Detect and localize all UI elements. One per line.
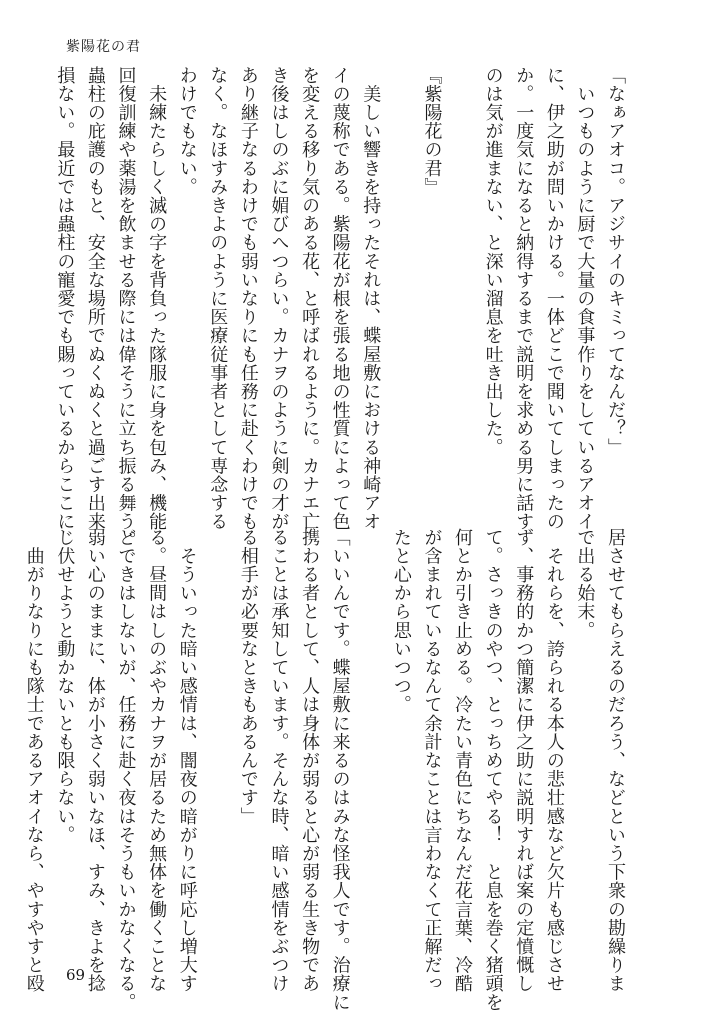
body-line: いつものように厨で大量の食事作りをしているアオイ [574, 66, 596, 531]
body-line: イの蔑称である。紫陽花が根を張る地の性質によって色 [329, 66, 351, 531]
body-line: か。一度気になると納得するまで説明を求める男に話す [513, 66, 535, 531]
dialogue-line: 携わる者として、人は身体が弱ると心が弱る生き物であ [299, 528, 321, 993]
body-line: あり継子なるわけでも弱いなりにも任務に赴くわけでも [237, 66, 259, 531]
body-line: が含まれているなんて余計なことは言わなくて正解だっ [421, 528, 443, 993]
body-line: 弱い心のままに、体が小さく弱いなほ、すみ、きよを捻 [84, 528, 106, 993]
body-line: 損ない。最近では蟲柱の寵愛でも賜っているからここに [54, 66, 76, 531]
blank-line [202, 528, 233, 966]
body-line: で出る始末。 [574, 528, 596, 640]
body-line: 美しい響きを持ったそれは、蝶屋敷における神崎アオ [360, 66, 382, 531]
body-line: じ伏せようと動かないとも限らない。 [54, 528, 76, 845]
body-line: 曲がりなりにも隊士であるアオイなら、やすやすと殴 [23, 528, 45, 993]
blank-line [385, 66, 416, 504]
blank-line [446, 66, 477, 504]
dialogue-line: 「なぁアオコ。アジサイのキミってなんだ？」 [605, 66, 626, 457]
body-line: わけでもない。 [176, 66, 198, 197]
body-line: 未練たらしく滅の字を背負った隊服に身を包み、機能 [146, 66, 168, 531]
blank-line [355, 528, 386, 966]
dialogue-line: ることは承知しています。そんな時、暗い感情をぶつけ [268, 528, 290, 993]
page-number: 69 [66, 966, 86, 984]
body-line: 回復訓練や薬湯を飲ませる際には偉そうに立ち振る舞う。 [115, 66, 137, 550]
body-line: き後はしのぶに媚びへつらい。カナヲのように剣の才が [268, 66, 290, 531]
dialogue-line: 「いいんです。蝶屋敷に来るのはみな怪我人です。治療に [329, 528, 351, 1012]
body-line: を変える移り気のある花、と呼ばれるように。カナエ亡 [299, 66, 321, 531]
body-line: のは気が進まない、と深い溜息を吐き出した。 [482, 66, 504, 457]
body-line: どできはしないが、任務に赴く夜はそうもいかなくなる。 [115, 528, 137, 1012]
body-line: たと心から思いつつ。 [390, 528, 412, 714]
body-line: 蟲柱の庇護のもと、安全な場所でぬくぬくと過ごす出来 [84, 66, 106, 531]
body-line: そういった暗い感情は、闇夜の暗がりに呼応し増大す [176, 528, 198, 993]
body-line: に、伊之助が問いかける。一体どこで聞いてしまったの [543, 66, 565, 531]
running-head-title: 紫陽花の君 [66, 39, 141, 55]
section-heading: 『紫陽花の君』 [421, 66, 443, 197]
body-line: それらを、誇られる本人の悲壮感など欠片も感じさせ [543, 528, 565, 993]
upper-text-block [54, 66, 630, 550]
dialogue-line: る相手が必要なときもあるんです」 [237, 528, 259, 826]
body-line: て。さっきのやつ、とっちめてやる！ と息を巻く猪頭を [482, 528, 504, 1012]
body-line: 居させてもらえるのだろう、などという下衆の勘繰りま [605, 528, 626, 993]
body-line: 何とか引き止める。冷たい青色にちなんだ花言葉、冷酷 [452, 528, 474, 993]
body-line: ず、事務的かつ簡潔に伊之助に説明すれば案の定憤慨し [513, 528, 535, 993]
body-line: なく。なほすみきよのように医療従事者として専念する [207, 66, 229, 531]
body-line: る。昼間はしのぶやカナヲが居るため無体を働くことな [146, 528, 168, 993]
